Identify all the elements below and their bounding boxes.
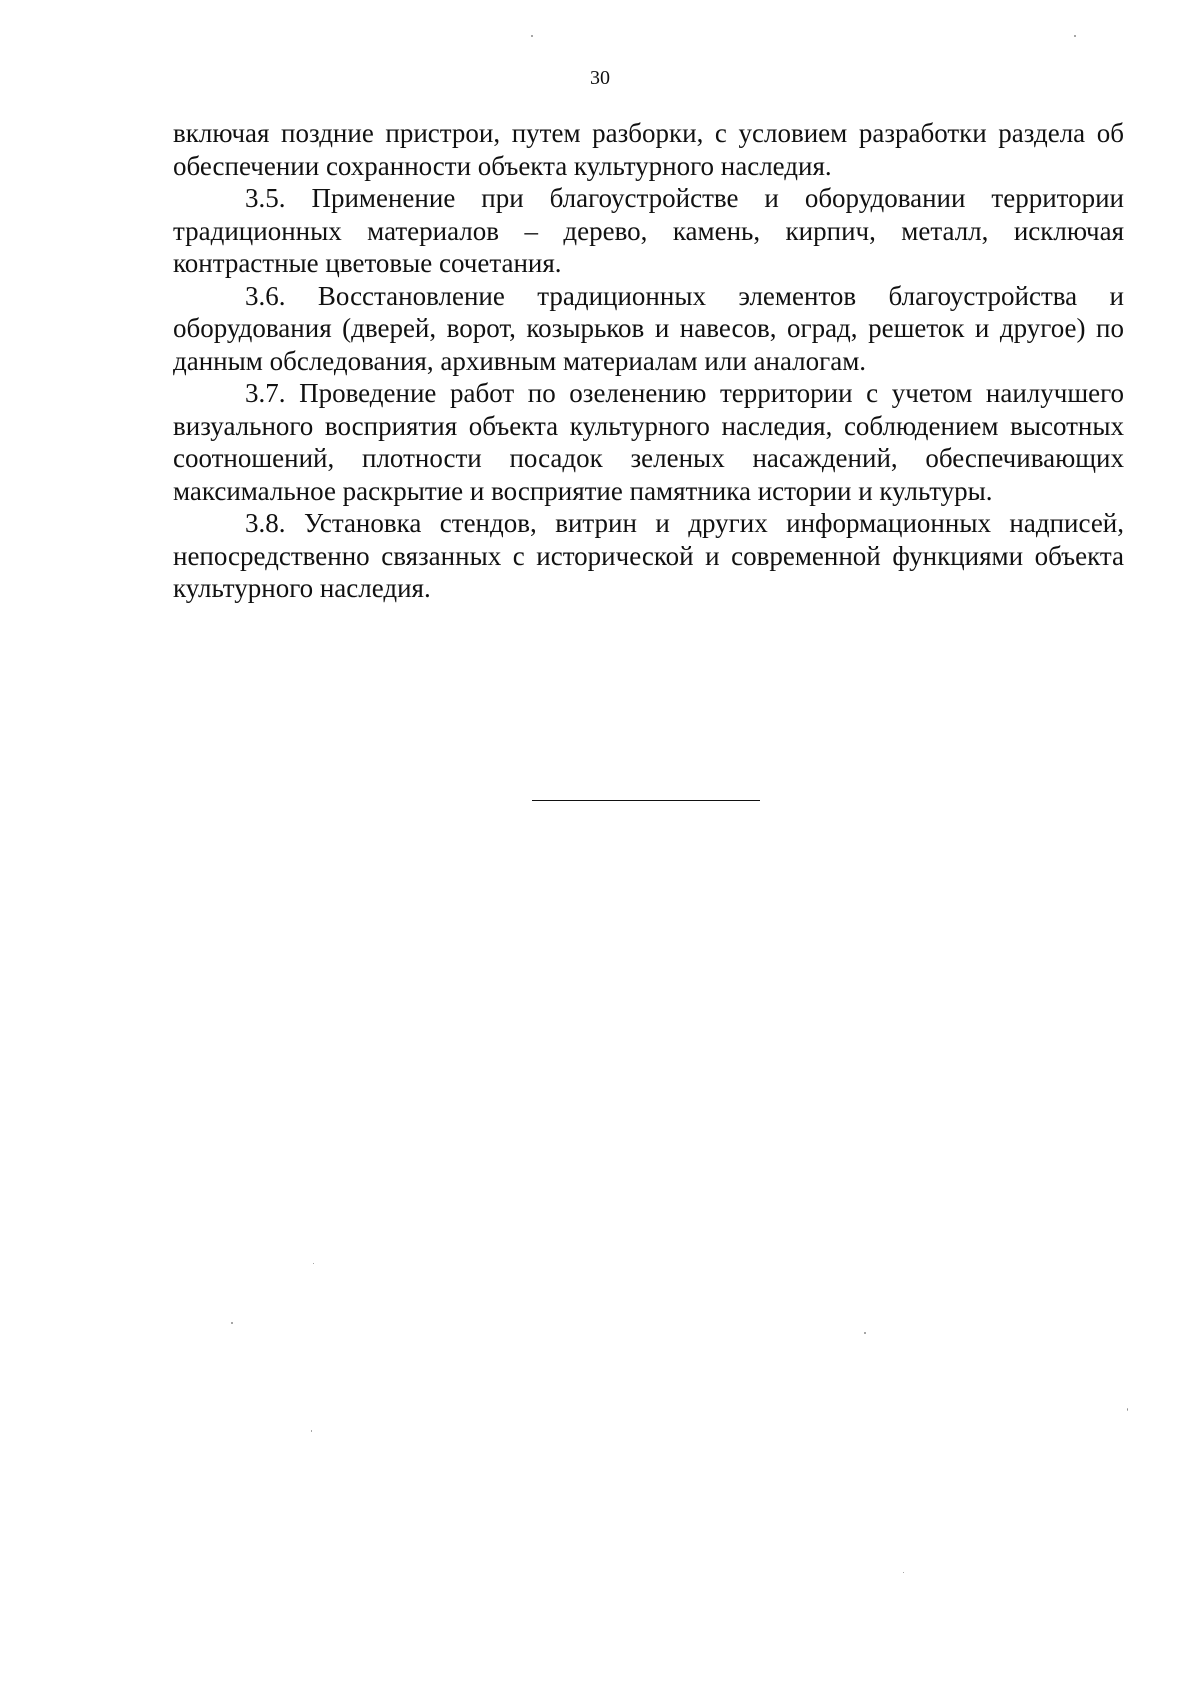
scan-speck [313,1263,314,1264]
scan-speck [1127,1408,1128,1411]
scan-speck [903,1572,904,1573]
scan-speck [864,1332,866,1334]
scan-speck [531,35,533,37]
paragraph-continuation: включая поздние пристрои, путем разборки, с условием разработки раздела об обеспечении сохранности объекта культурного наследия. [173,118,1124,181]
scan-speck [311,1430,312,1432]
paragraph-3-8: 3.8. Установка стендов, витрин и других информационных надписей, непосредственно связанных с исторической и современной функциями объекта культурного наследия. [173,508,1124,603]
end-of-text-rule [532,800,760,801]
document-body [173,117,1124,605]
paragraph-3-7: 3.7. Проведение работ по озеленению территории с учетом наилучшего визуального восприятия объекта культурного наследия, соблюдением высотных соотношений, плотности посадок зеленых насаждений, обеспечивающих максимальное раскрытие и восприятие памятника истории и культуры. [173,378,1124,506]
paragraph-3-5: 3.5. Применение при благоустройстве и оборудовании территории традиционных материалов – дерево, камень, кирпич, металл, исключая контрастные цветовые сочетания. [173,183,1124,278]
paragraph-3-6: 3.6. Восстановление традиционных элементов благоустройства и оборудования (дверей, ворот, козырьков и навесов, оград, решеток и другое) по данным обследования, архивным материалам или аналогам. [173,280,1124,376]
page-number: 30 [590,67,610,89]
scan-speck [1074,35,1076,37]
scan-speck [231,1322,233,1324]
